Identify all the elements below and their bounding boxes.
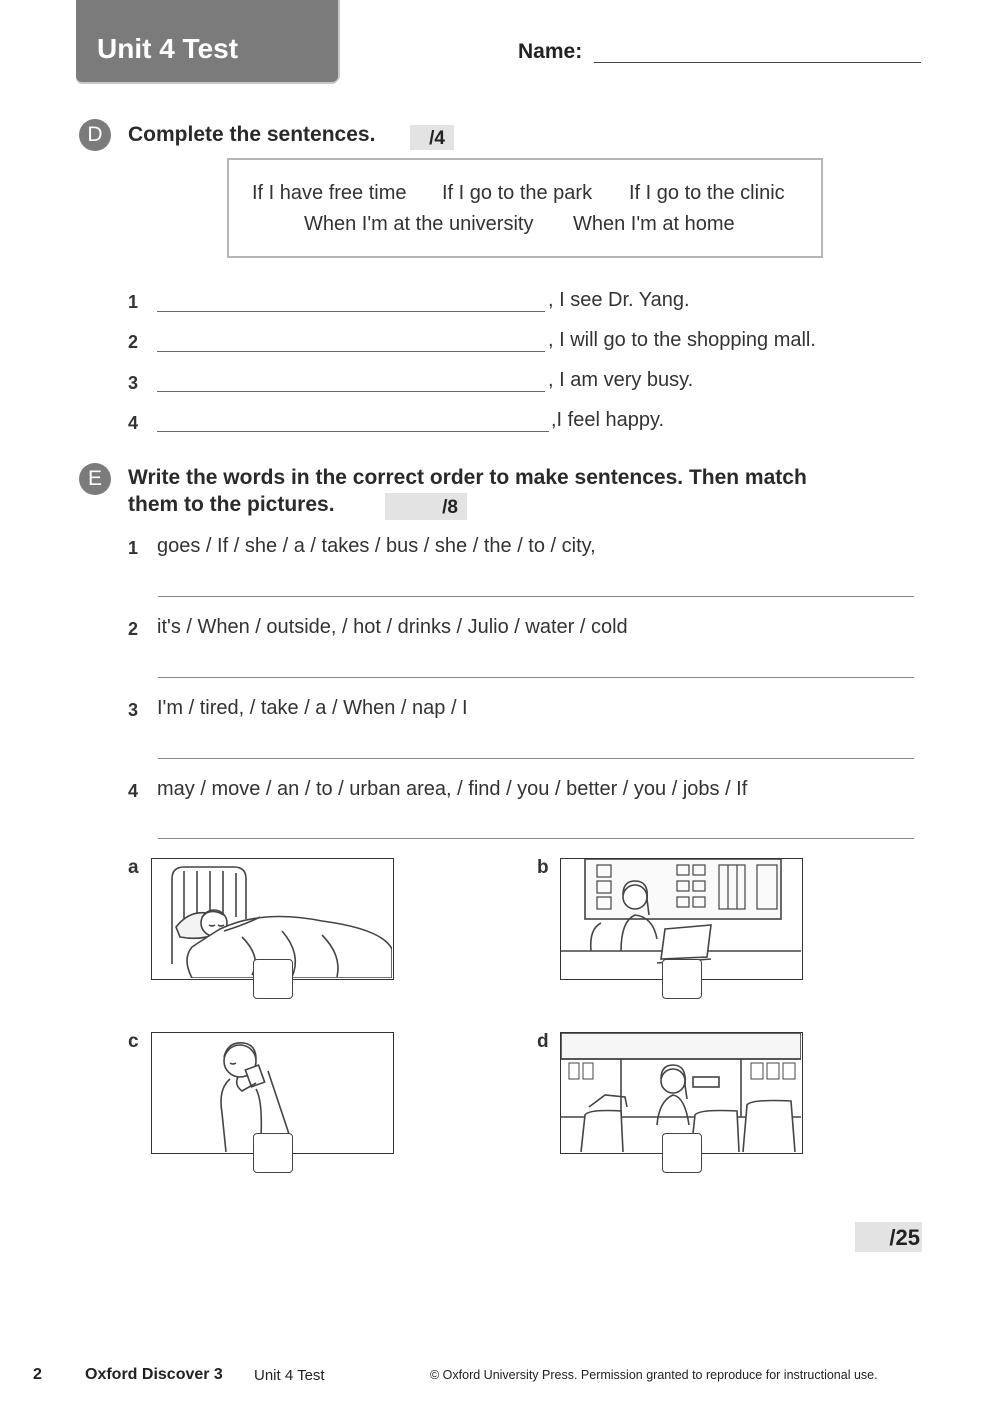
section-d-badge: D — [79, 119, 111, 151]
scrambled-words: may / move / an / to / urban area, / find / you / better / you / jobs / If — [157, 778, 748, 800]
answer-line[interactable] — [158, 596, 914, 597]
sentence-end: , I see Dr. Yang. — [548, 289, 690, 311]
blank-line[interactable] — [157, 391, 545, 392]
sentence-end: ,I feel happy. — [551, 409, 665, 431]
word-bank — [227, 158, 823, 258]
picture-label: b — [537, 857, 549, 878]
answer-line[interactable] — [158, 758, 914, 759]
sentence-end: , I am very busy. — [548, 369, 694, 391]
title-tab — [76, 0, 338, 82]
match-answer-box[interactable] — [662, 1133, 702, 1173]
blank-line[interactable] — [157, 311, 545, 312]
scrambled-words: I'm / tired, / take / a / When / nap / I — [157, 697, 468, 719]
unit-label: Unit 4 Test — [254, 1367, 325, 1384]
word-bank-item: When I'm at home — [573, 213, 735, 235]
word-bank-item: If I have free time — [252, 182, 407, 204]
name-field[interactable] — [594, 62, 921, 63]
total-score: /25 — [855, 1222, 922, 1252]
section-d-title: Complete the sentences. — [128, 123, 376, 146]
scrambled-words: goes / If / she / a / takes / bus / she / the / to / city, — [157, 535, 596, 557]
scrambled-words: it's / When / outside, / hot / drinks / Julio / water / cold — [157, 616, 628, 638]
page-title: Unit 4 Test — [97, 33, 239, 64]
section-d-score: /4 — [410, 125, 454, 150]
name-label: Name: — [518, 40, 583, 63]
sentence-end: , I will go to the shopping mall. — [548, 329, 816, 351]
copyright-notice: © Oxford University Press. Permission granted to reproduce for instructional use. — [430, 1368, 878, 1382]
picture-label: a — [128, 857, 139, 878]
match-answer-box[interactable] — [253, 1133, 293, 1173]
picture-label: d — [537, 1031, 549, 1052]
item-number: 2 — [128, 332, 139, 352]
item-number: 4 — [128, 413, 139, 433]
answer-line[interactable] — [158, 677, 914, 678]
section-e-score: /8 — [385, 493, 467, 520]
word-bank-item: If I go to the clinic — [629, 182, 785, 204]
word-bank-item: When I'm at the university — [304, 213, 534, 235]
answer-line[interactable] — [158, 838, 914, 839]
item-number: 3 — [128, 700, 139, 720]
match-answer-box[interactable] — [662, 959, 702, 999]
item-number: 3 — [128, 373, 139, 393]
word-bank-item: If I go to the park — [442, 182, 593, 204]
item-number: 1 — [128, 538, 139, 558]
item-number: 1 — [128, 292, 139, 312]
blank-line[interactable] — [157, 351, 545, 352]
picture-label: c — [128, 1031, 139, 1052]
item-number: 4 — [128, 781, 139, 801]
book-title: Oxford Discover 3 — [85, 1366, 223, 1383]
section-e-title: Write the words in the correct order to make sentences. Then match — [128, 466, 807, 489]
item-number: 2 — [128, 619, 139, 639]
page-number: 2 — [33, 1366, 42, 1383]
match-answer-box[interactable] — [253, 959, 293, 999]
section-e-title-cont: them to the pictures. — [128, 493, 335, 516]
blank-line[interactable] — [157, 431, 549, 432]
section-e-badge: E — [79, 463, 111, 495]
